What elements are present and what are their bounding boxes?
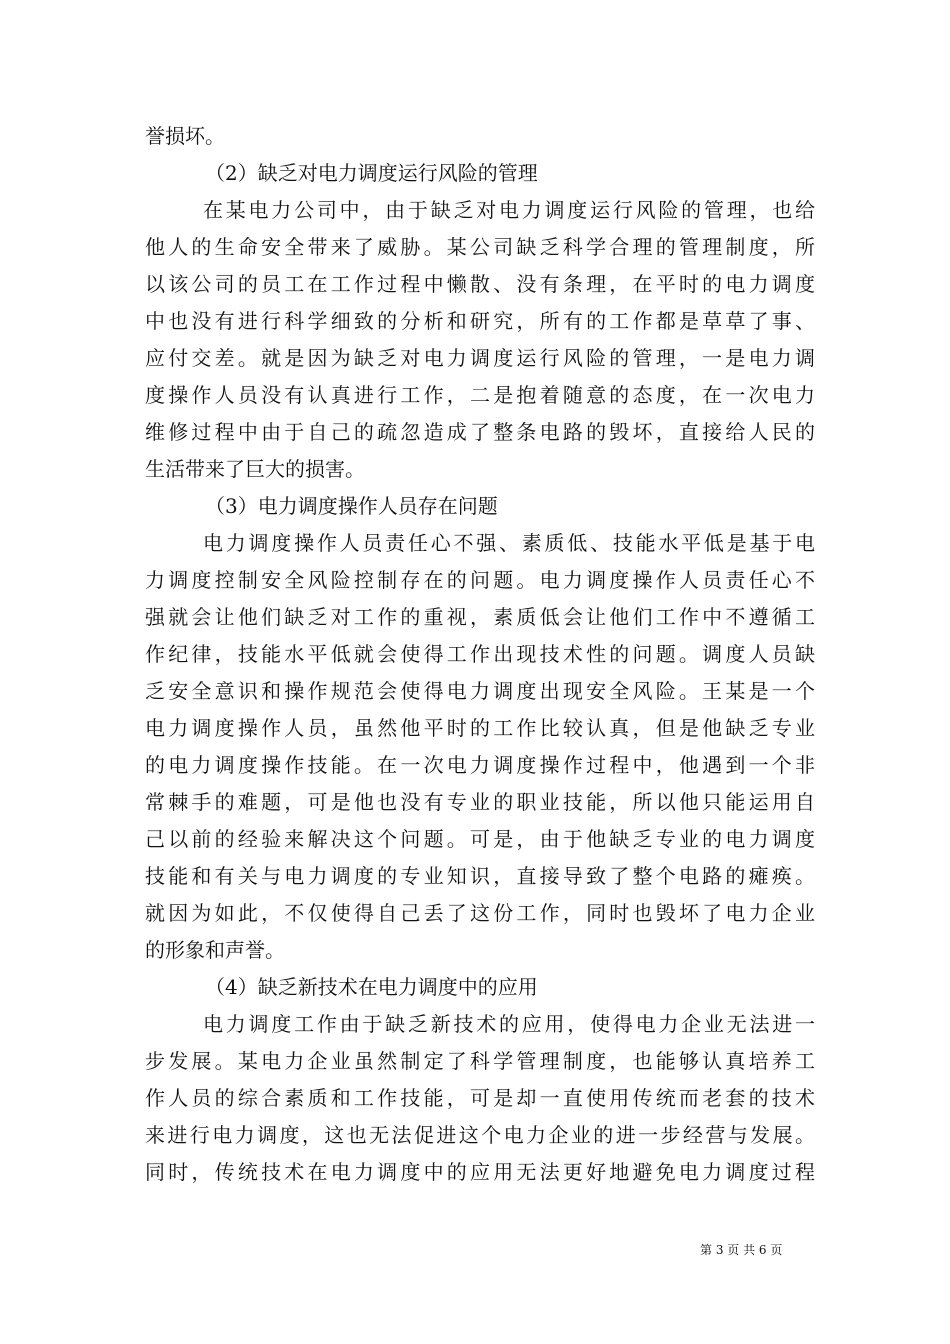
paragraph-line: 作人员的综合素质和工作技能，可是却一直使用传统而老套的技术	[145, 1086, 815, 1110]
paragraph-line: 电力调度操作人员，虽然他平时的工作比较认真，但是他缺乏专业	[145, 716, 815, 740]
paragraph-line: 技能和有关与电力调度的专业知识，直接导致了整个电路的瘫痪。	[145, 864, 815, 888]
section-heading: （2）缺乏对电力调度运行风险的管理	[205, 161, 538, 185]
paragraph	[145, 525, 815, 969]
paragraph-line: 在某电力公司中，由于缺乏对电力调度运行风险的管理，也给	[203, 198, 815, 222]
paragraph-line: 他人的生命安全带来了威胁。某公司缺乏科学合理的管理制度，所	[145, 235, 815, 259]
paragraph-line: 乏安全意识和操作规范会使得电力调度出现安全风险。王某是一个	[145, 679, 815, 703]
paragraph-line: 作纪律，技能水平低就会使得工作出现技术性的问题。调度人员缺	[145, 642, 815, 666]
paragraph-line: 电力调度操作人员责任心不强、素质低、技能水平低是基于电	[203, 531, 815, 555]
paragraph	[145, 192, 815, 488]
paragraph-line: 同时，传统技术在电力调度中的应用无法更好地避免电力调度过程	[145, 1160, 815, 1184]
document-body	[145, 118, 815, 1191]
paragraph-line: 应付交差。就是因为缺乏对电力调度运行风险的管理，一是电力调	[145, 346, 815, 370]
paragraph-line: 强就会让他们缺乏对工作的重视，素质低会让他们工作中不遵循工	[145, 605, 815, 629]
section-heading: （3）电力调度操作人员存在问题	[205, 494, 498, 518]
paragraph-line: 中也没有进行科学细致的分析和研究，所有的工作都是草草了事、	[145, 309, 815, 333]
paragraph-line: 来进行电力调度，这也无法促进这个电力企业的进一步经营与发展。	[145, 1123, 815, 1147]
paragraph-line: 步发展。某电力企业虽然制定了科学管理制度，也能够认真培养工	[145, 1049, 815, 1073]
section-heading: （4）缺乏新技术在电力调度中的应用	[205, 975, 538, 999]
paragraph-line: 电力调度工作由于缺乏新技术的应用，使得电力企业无法进一	[203, 1012, 815, 1036]
paragraph-line: 度操作人员没有认真进行工作，二是抱着随意的态度，在一次电力	[145, 383, 815, 407]
paragraph-line: 以该公司的员工在工作过程中懒散、没有条理，在平时的电力调度	[145, 272, 815, 296]
paragraph-line: 力调度控制安全风险控制存在的问题。电力调度操作人员责任心不	[145, 568, 815, 592]
paragraph-line: 的形象和声誉。	[145, 938, 285, 962]
paragraph-line: 生活带来了巨大的损害。	[145, 457, 365, 481]
paragraph	[145, 1006, 815, 1191]
paragraph-line: 维修过程中由于自己的疏忽造成了整条电路的毁坏，直接给人民的	[145, 420, 815, 444]
paragraph-line: 的电力调度操作技能。在一次电力调度操作过程中，他遇到一个非	[145, 753, 815, 777]
paragraph-line: 常棘手的难题，可是他也没有专业的职业技能，所以他只能运用自	[145, 790, 815, 814]
page-number: 第 3 页 共 6 页	[700, 1243, 783, 1257]
paragraph-line: 誉损坏。	[145, 124, 225, 148]
paragraph-line: 己以前的经验来解决这个问题。可是，由于他缺乏专业的电力调度	[145, 827, 815, 851]
paragraph-line: 就因为如此，不仅使得自己丢了这份工作，同时也毁坏了电力企业	[145, 901, 815, 925]
